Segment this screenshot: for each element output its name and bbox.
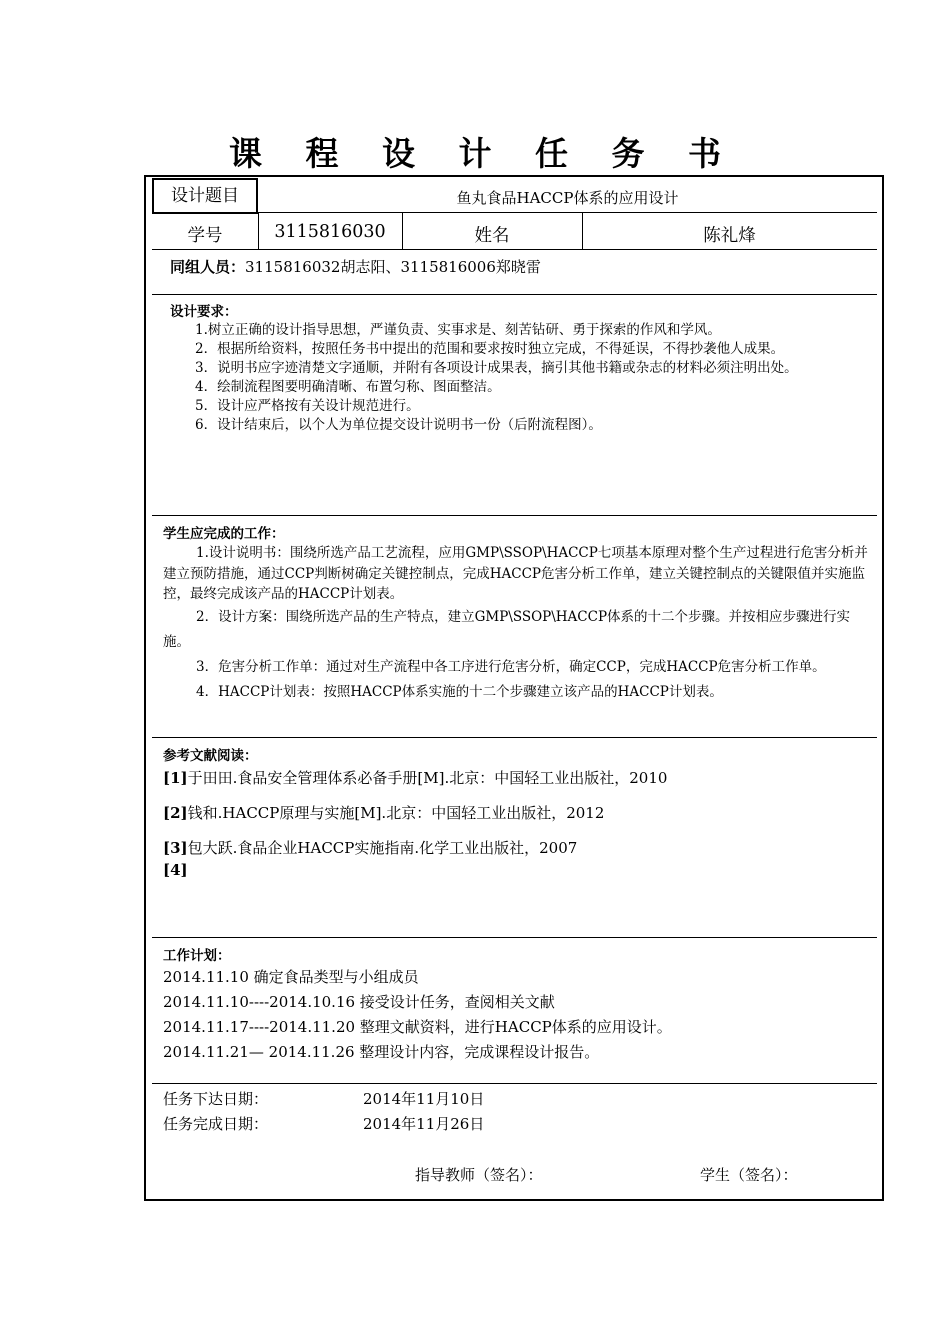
- complete-date-value: 2014年11月26日: [363, 1115, 485, 1133]
- plan-item: 2014.11.10----2014.10.16 接受设计任务，查阅相关文献: [163, 993, 555, 1011]
- group-members: [170, 256, 541, 277]
- requirements-heading: 设计要求：: [170, 304, 238, 320]
- student-name-label: 姓名: [474, 226, 510, 246]
- work-list: [163, 543, 869, 705]
- work-item: 2．设计方案：围绕所选产品的生产特点，建立GMP\SSOP\HACCP体系的十二个步骤。并按相应步骤进行实施。: [163, 608, 851, 650]
- complete-date-label: 任务完成日期：: [163, 1115, 269, 1133]
- group-value: 3115816032胡志阳、3115816006郑晓雷: [245, 258, 541, 276]
- requirement-item: 1.树立正确的设计指导思想，严谨负责、实事求是、刻苦钻研、勇于探索的作风和学风。: [195, 322, 721, 338]
- requirement-item: 4．绘制流程图要明确清晰、布置匀称、图面整洁。: [195, 379, 501, 395]
- work-item: 3．危害分析工作单：通过对生产流程中各工序进行危害分析，确定CCP，完成HACCP危害分析工作单。: [196, 658, 826, 675]
- work-item: 4．HACCP计划表：按照HACCP体系实施的十二个步骤建立该产品的HACCP计划表。: [196, 683, 723, 700]
- divider: [152, 1083, 877, 1084]
- student-id-value: 3115816030: [274, 222, 386, 242]
- plan-item: 2014.11.21— 2014.11.26 整理设计内容，完成课程设计报告。: [163, 1043, 600, 1061]
- reference-item: [1]于田田.食品安全管理体系必备手册[M].北京：中国轻工业出版社，2010: [163, 769, 668, 787]
- divider: [152, 249, 877, 250]
- requirement-item: 5．设计应严格按有关设计规范进行。: [195, 398, 420, 414]
- work-heading: 学生应完成的工作：: [163, 526, 285, 542]
- plan-item: 2014.11.17----2014.11.20 整理文献资料，进行HACCP体系的应用设计。: [163, 1018, 672, 1036]
- group-label: 同组人员：: [170, 258, 246, 276]
- reference-item: [3]包大跃.食品企业HACCP实施指南.化学工业出版社，2007: [163, 839, 578, 857]
- student-id-label: 学号: [187, 226, 223, 246]
- teacher-signature: 指导教师（签名）：: [415, 1166, 543, 1184]
- reference-item: [2]钱和.HACCP原理与实施[M].北京：中国轻工业出版社，2012: [163, 804, 605, 822]
- divider: [258, 212, 877, 213]
- topic-value: 鱼丸食品HACCP体系的应用设计: [456, 189, 679, 207]
- divider: [152, 515, 877, 516]
- page-title: 课 程 设 计 任 务 书: [229, 134, 737, 173]
- work-item: 1.设计说明书：围绕所选产品工艺流程，应用GMP\SSOP\HACCP七项基本原理对整个生产过程进行危害分析并建立预防措施，通过CCP判断树确定关键控制点，完成HACCP危害分析工作单，建立关键控制点的关键限值并实施监控，最终完成该产品的HACCP计划表。: [163, 545, 868, 602]
- requirements-list: [162, 321, 869, 435]
- divider: [152, 937, 877, 938]
- divider: [152, 294, 877, 295]
- references-heading: 参考文献阅读：: [163, 748, 258, 764]
- requirement-item: 3．说明书应字迹清楚文字通顺，并附有各项设计成果表，摘引其他书籍或杂志的材料必须注明出处。: [195, 360, 798, 376]
- student-name-value: 陈礼烽: [703, 226, 756, 246]
- requirement-item: 6．设计结束后，以个人为单位提交设计说明书一份（后附流程图）。: [195, 417, 602, 433]
- requirement-item: 2．根据所给资料，按照任务书中提出的范围和要求按时独立完成，不得延误，不得抄袭他人成果。: [195, 341, 785, 357]
- student-signature: 学生（签名）：: [700, 1166, 798, 1184]
- topic-label: 设计题目: [152, 178, 258, 214]
- assign-date-value: 2014年11月10日: [363, 1090, 485, 1108]
- divider: [152, 737, 877, 738]
- assign-date-label: 任务下达日期：: [163, 1090, 269, 1108]
- reference-item: [4]: [163, 861, 188, 879]
- plan-item: 2014.11.10 确定食品类型与小组成员: [163, 968, 419, 986]
- plan-heading: 工作计划：: [163, 948, 231, 964]
